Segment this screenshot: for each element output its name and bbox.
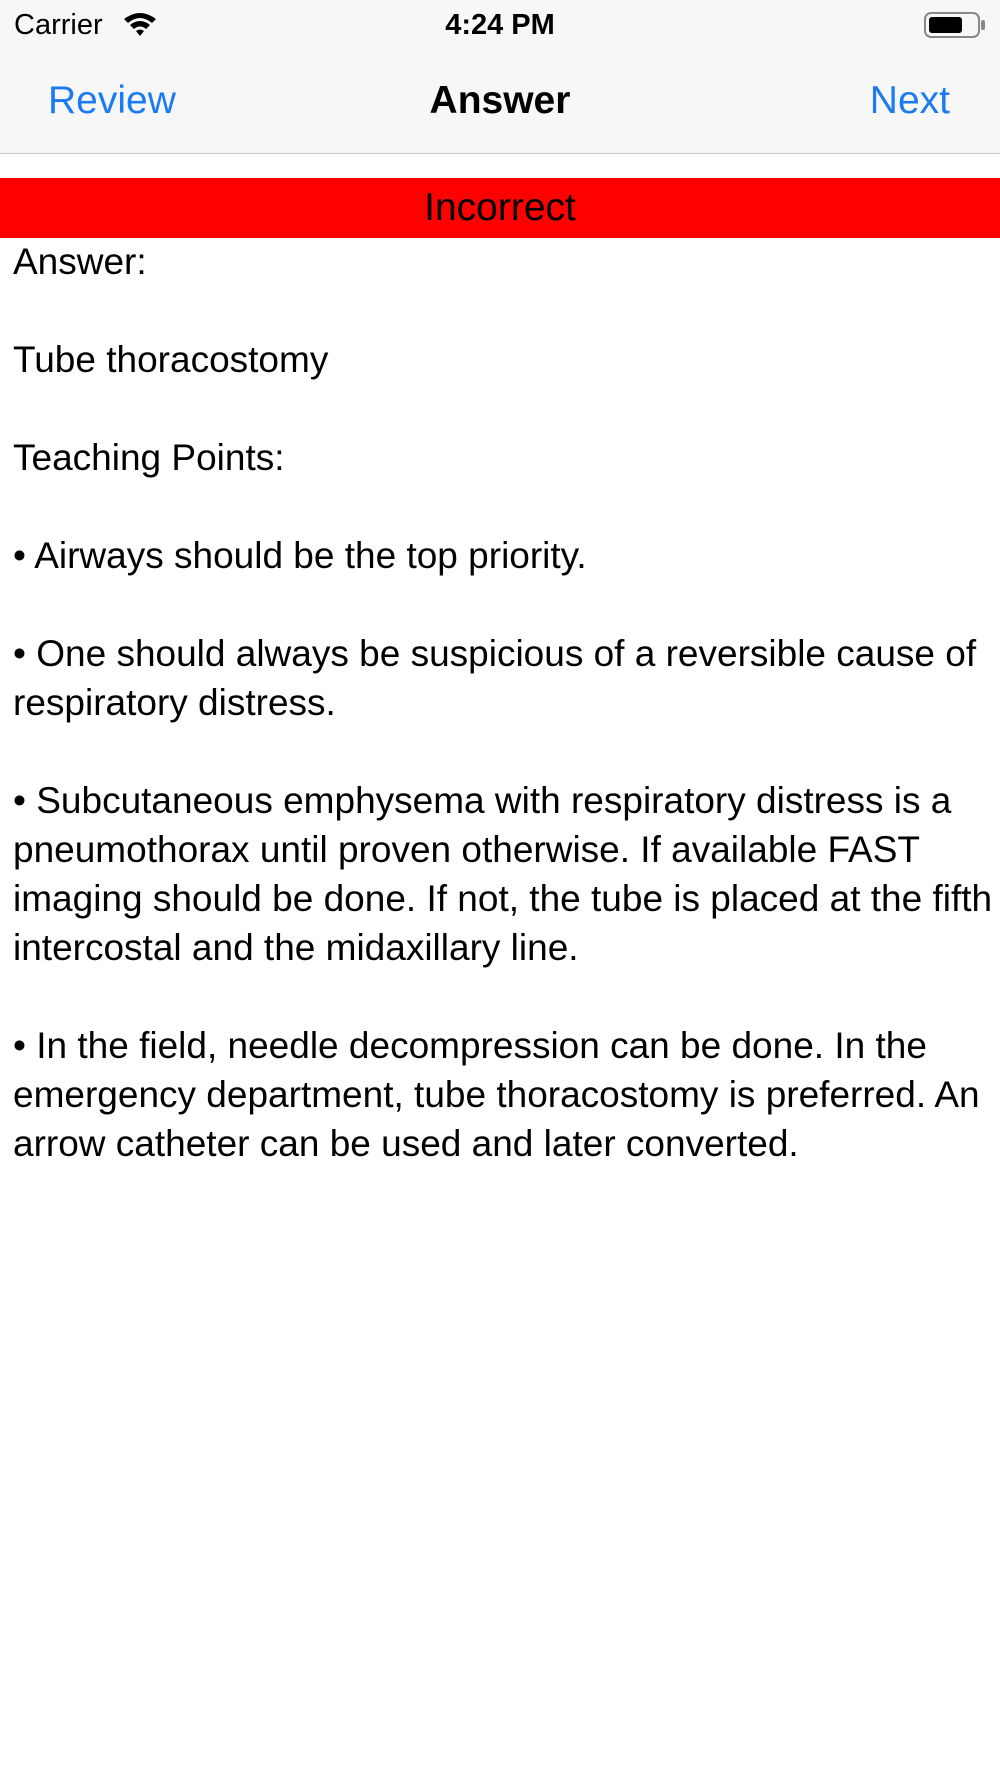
- answer-heading: Answer:: [13, 241, 147, 282]
- battery-icon: [924, 11, 986, 39]
- status-bar: [0, 0, 1000, 48]
- page-title: Answer: [429, 79, 571, 122]
- result-banner: Incorrect: [0, 178, 1000, 238]
- spacer: [13, 972, 993, 1021]
- teaching-point-3: • Subcutaneous emphysema with respiratory distress is a pneumothorax until proven otherwise. If available FAST imaging should be done. If not, the tube is placed at the fifth intercostal and the midaxillary line.: [13, 780, 993, 968]
- spacer: [13, 482, 993, 531]
- teaching-point-4: • In the field, needle decompression can be done. In the emergency department, tube thoracostomy is preferred. An arrow catheter can be used and later converted.: [13, 1025, 980, 1164]
- spacer: [13, 286, 993, 335]
- status-time: 4:24 PM: [445, 9, 555, 41]
- teaching-point-1: • Airways should be the top priority.: [13, 535, 587, 576]
- next-button[interactable]: Next: [869, 79, 950, 122]
- spacer: [13, 727, 993, 776]
- spacer: [13, 384, 993, 433]
- review-button[interactable]: Review: [48, 79, 176, 122]
- answer-text: Tube thoracostomy: [13, 339, 329, 380]
- teaching-point-2: • One should always be suspicious of a reversible cause of respiratory distress.: [13, 633, 977, 723]
- navigation-bar: [0, 48, 1000, 154]
- spacer: [13, 580, 993, 629]
- teaching-points-heading: Teaching Points:: [13, 437, 285, 478]
- carrier-label: Carrier: [14, 9, 103, 41]
- answer-content: [13, 237, 993, 1168]
